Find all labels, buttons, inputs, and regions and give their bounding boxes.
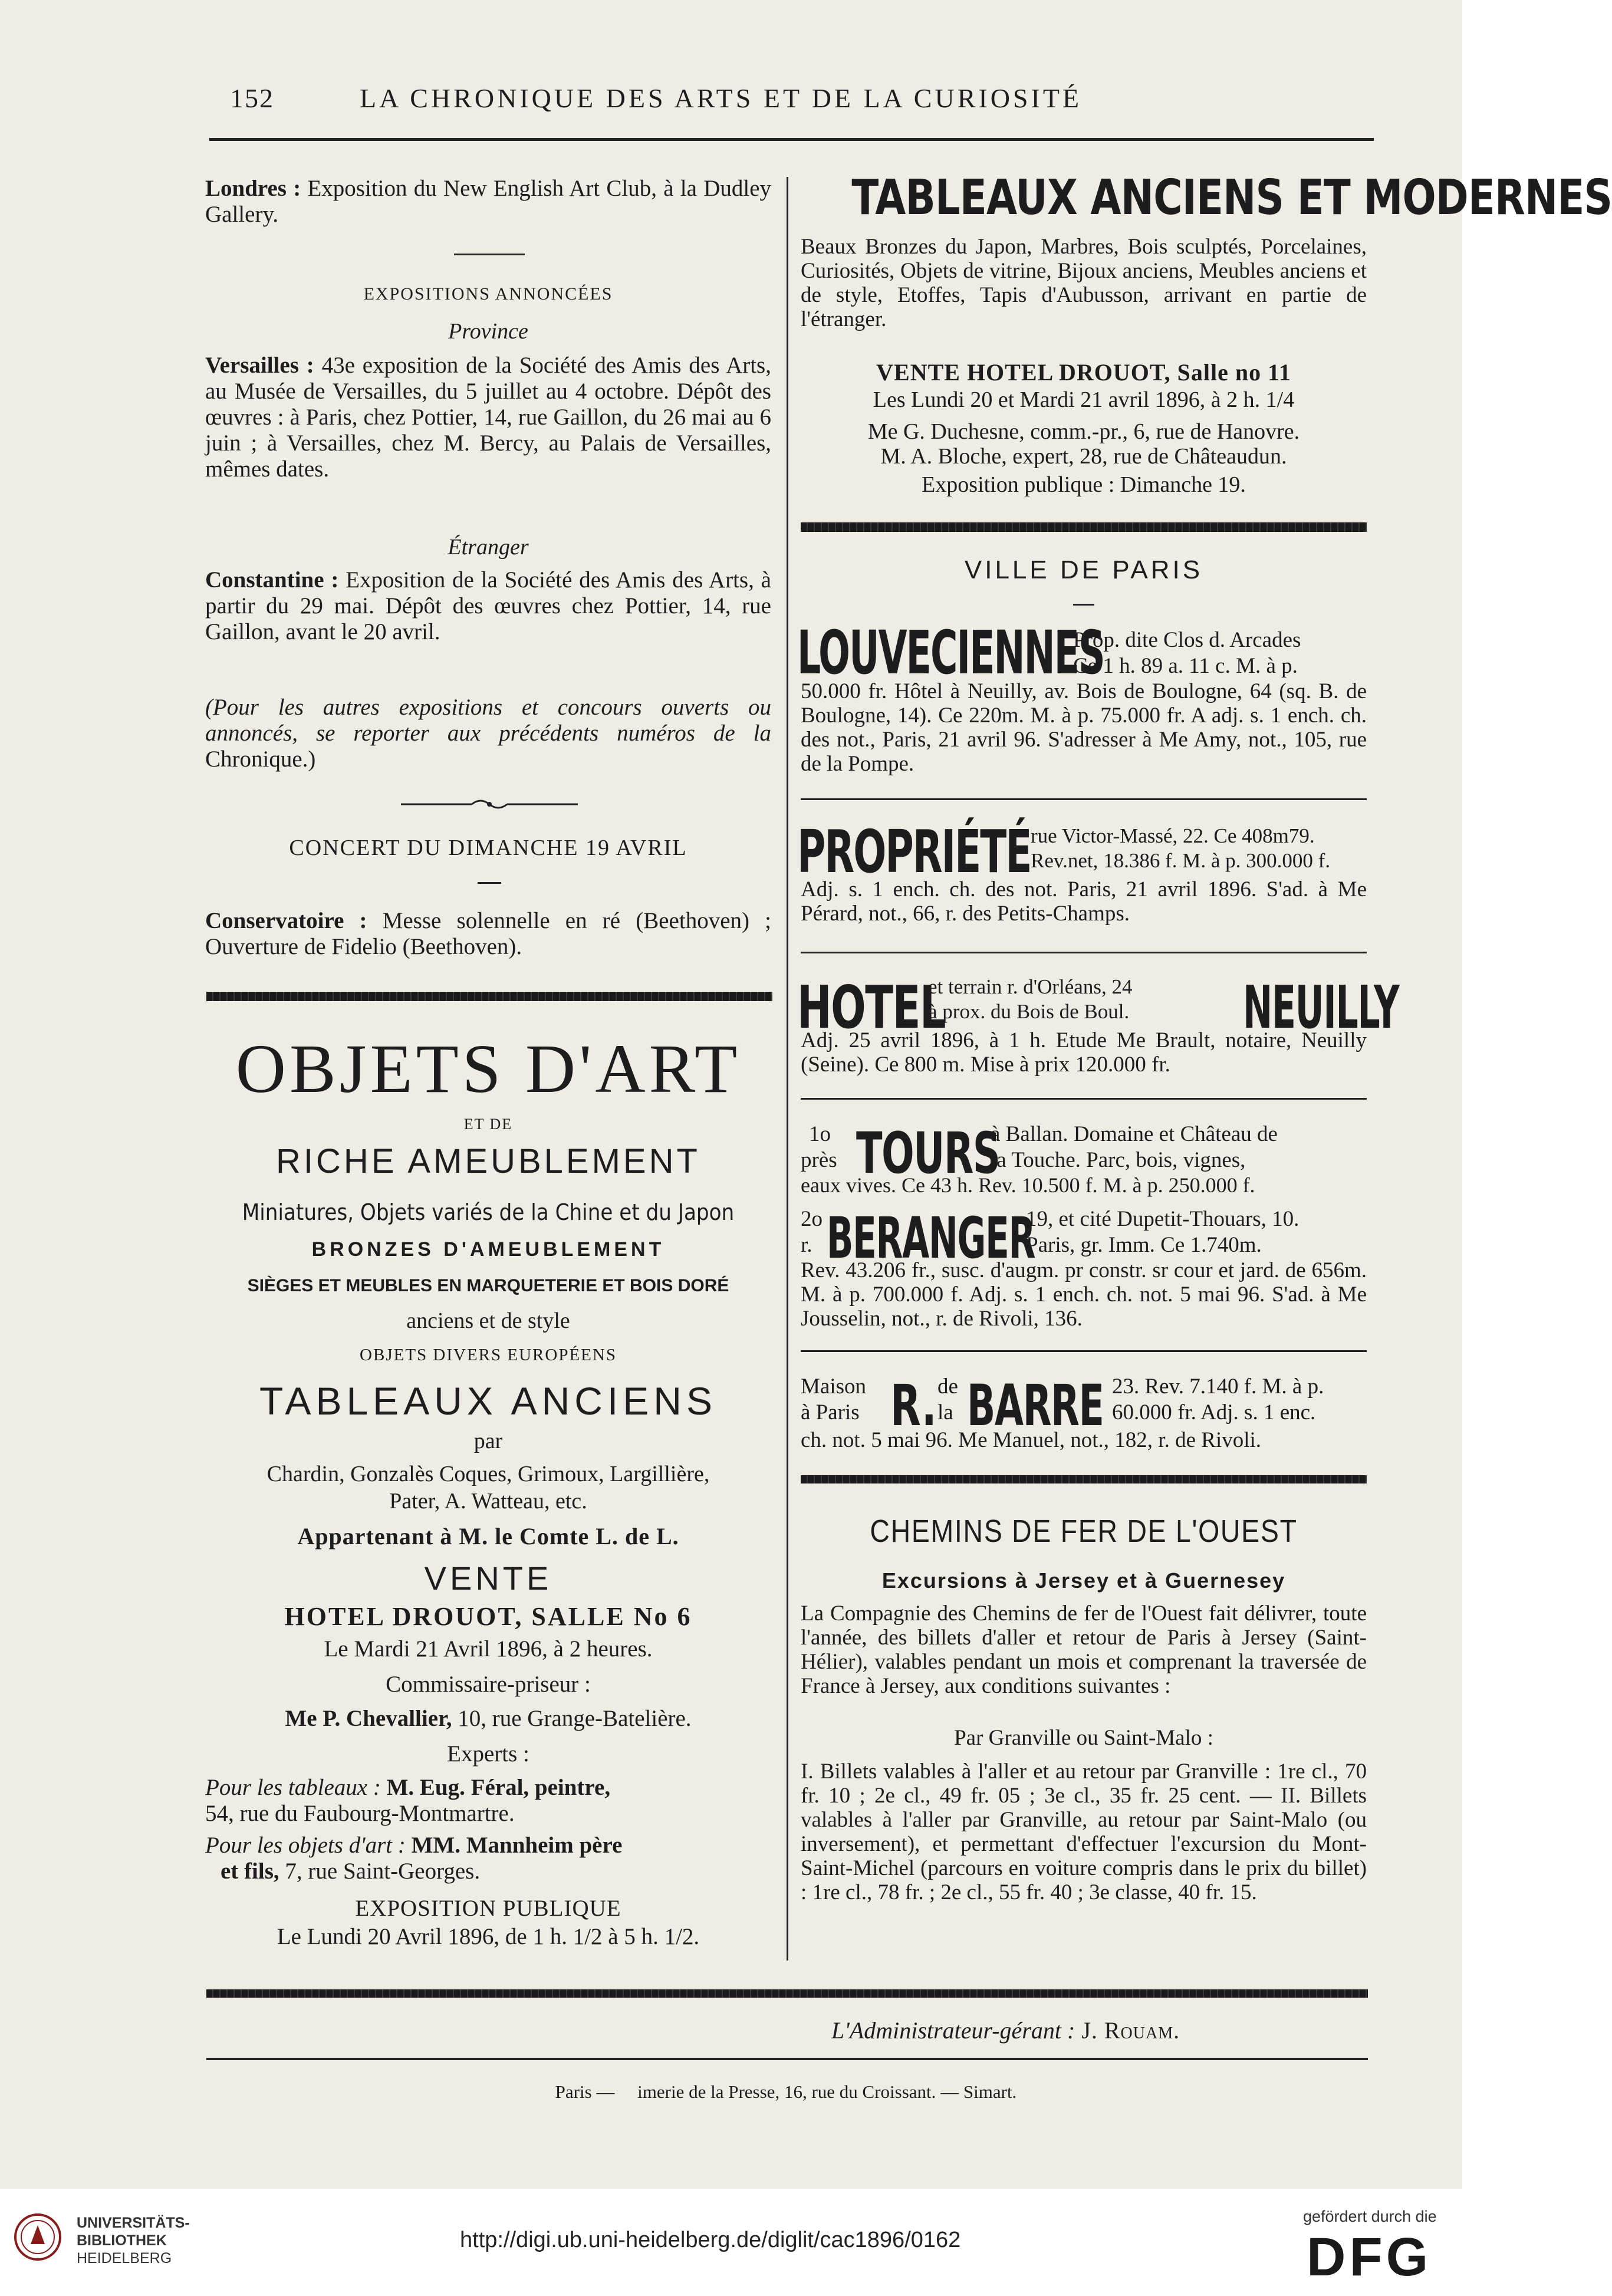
chemins-subtitle: Excursions à Jersey et à Guernesey	[881, 1568, 1286, 1593]
hotel-text: Adj. 25 avril 1896, à 1 h. Etude Me Brault, notaire, Neuilly (Seine). Ce 800 m. Mise à prix 120.000 fr.	[801, 1028, 1367, 1077]
rule-louveciennes	[801, 798, 1367, 800]
chevallier-name: Me P. Chevallier,	[285, 1706, 452, 1731]
constantine-entry	[205, 567, 771, 645]
exp1-address: 54, rue du Faubourg-Montmartre.	[205, 1801, 515, 1826]
header-rule	[209, 138, 1374, 141]
versailles-lead: Versailles :	[205, 353, 314, 378]
imprint-line: Paris — imerie de la Presse, 16, rue du Croissant. — Simart.	[555, 2081, 1017, 2102]
versailles-text: 43e exposition de la Société des Amis des Arts, au Musée de Versailles, du 5 juillet au 4 octobre. Dépôt des œuvres : à Paris, chez Pottier, 14, rue Gaillon, du 26 mai au 6 juin ; à Versailles, chez M. Bercy, au Palais de Versailles, mêmes dates.	[205, 353, 771, 482]
beranger-text: Rev. 43.206 fr., susc. d'augm. pr constr. sr cour et jard. de 656m. M. à p. 700.000 f. Adj. s. 1 ench. ch. not. 5 mai 96. S'ad. à Me Jousselin, not., r. de Rivoli, 136.	[801, 1258, 1367, 1331]
propriete-line2: Rev.net, 18.386 f. M. à p. 300.000 f.	[1031, 849, 1331, 872]
note-text: (Pour les autres expositions et concours ouverts ou annoncés, se reporter aux précédents numéros de la	[205, 695, 771, 746]
barre-text: ch. not. 5 mai 96. Me Manuel, not., 182, r. de Rivoli.	[801, 1428, 1262, 1452]
expos-annoncees-title: EXPOSITIONS ANNONCÉES	[363, 284, 613, 304]
beranger-line2: Paris, gr. Imm. Ce 1.740m.	[1026, 1233, 1262, 1257]
barre-name: BARRE	[967, 1373, 1104, 1439]
conservatoire-lead: Conservatoire :	[205, 908, 367, 933]
ad-tableaux-anciens: TABLEAUX ANCIENS	[259, 1379, 717, 1423]
tableaux-description: Beaux Bronzes du Japon, Marbres, Bois sculptés, Porcelaines, Curiosités, Objets de vitrine, Bijoux anciens, Meubles anciens et de style, Etoffes, Tapis d'Aubusson, arrivant en partie de l'étranger.	[801, 235, 1367, 331]
hotel-name: HOTEL	[797, 973, 946, 1042]
tours-line1: à Ballan. Domaine et Château de	[991, 1122, 1278, 1146]
ad-owner: Appartenant à M. le Comte L. de L.	[297, 1523, 679, 1550]
tableaux-bloche: M. A. Bloche, expert, 28, rue de Châteaudun.	[880, 444, 1287, 469]
note-end: Chronique.)	[205, 746, 316, 772]
gefoerdert-text: gefördert durch die	[1303, 2208, 1437, 2225]
page-number: 152	[230, 83, 274, 113]
ad-experts: Experts :	[447, 1741, 529, 1767]
ad-expert-tableaux	[205, 1775, 771, 1827]
etranger-heading: Étranger	[448, 535, 529, 560]
ad-anciens: anciens et de style	[406, 1308, 570, 1333]
digitization-footer	[0, 2189, 1462, 2296]
conservatoire-entry	[205, 908, 771, 960]
tours-line2: la Touche. Parc, bois, vignes,	[991, 1148, 1246, 1172]
conservatoire-text: Messe solennelle en ré (Beethoven) ; Ouverture de Fidelio (Beethoven).	[205, 908, 771, 959]
university-seal-icon	[13, 2212, 62, 2262]
barre-la: la	[937, 1400, 953, 1425]
tours-prefix: 1o	[809, 1122, 831, 1146]
running-title: LA CHRONIQUE DES ARTS ET DE LA CURIOSITÉ	[360, 83, 1083, 113]
exp2-label: Pour les objets d'art :	[205, 1833, 406, 1858]
constantine-lead: Constantine :	[205, 567, 339, 593]
ville-de-paris-title: VILLE DE PARIS	[964, 555, 1203, 584]
ornament-divider	[401, 797, 578, 811]
ad-bronzes: BRONZES D'AMEUBLEMENT	[311, 1238, 665, 1261]
londres-text: Exposition du New English Art Club, à la Dudley Gallery.	[205, 176, 771, 227]
propriete-line1: rue Victor-Massé, 22. Ce 408m79.	[1031, 824, 1315, 847]
louveciennes-line2: Ce 1 h. 89 a. 11 c. M. à p.	[1073, 654, 1298, 678]
hotel-line2: à prox. du Bois de Boul.	[928, 1000, 1130, 1023]
louveciennes-line1: Prop. dite Clos d. Arcades	[1073, 628, 1301, 652]
administrateur-line	[831, 2017, 1180, 2044]
beranger-name: BERANGER	[827, 1205, 1035, 1271]
imprint-rule	[206, 2058, 1368, 2060]
ad-riche-ameublement: RICHE AMEUBLEMENT	[276, 1142, 700, 1180]
exp1-label: Pour les tableaux :	[205, 1775, 381, 1800]
tableaux-modernes-title: TABLEAUX ANCIENS ET MODERNES	[851, 170, 1612, 226]
tours-prefix2: près	[801, 1148, 837, 1172]
barre-a-paris: à Paris	[801, 1400, 860, 1425]
ad-sieges: SIÈGES ET MEUBLES EN MARQUETERIE ET BOIS DORÉ	[247, 1276, 729, 1295]
ad-hotel-drouot: HOTEL DROUOT, SALLE No 6	[284, 1602, 692, 1631]
chemins-granville: Par Granville ou Saint-Malo :	[954, 1726, 1213, 1750]
ad-painters-line2: Pater, A. Watteau, etc.	[389, 1489, 587, 1514]
administrateur-name: J. Rouam.	[1075, 2017, 1180, 2044]
short-dash	[478, 882, 501, 884]
section-thick-rule-right-2	[801, 1475, 1367, 1483]
ad-miniatures: Miniatures, Objets variés de la Chine et du Japon	[242, 1199, 735, 1225]
ub-logo-text-2: BIBLIOTHEK	[77, 2232, 167, 2249]
ad-objets-divers: OBJETS DIVERS EUROPÉENS	[360, 1346, 617, 1364]
ad-chevallier	[205, 1705, 771, 1732]
ad-expo-publique: EXPOSITION PUBLIQUE	[355, 1896, 621, 1921]
ad-painters-line1: Chardin, Gonzalès Coques, Grimoux, Largillière,	[267, 1462, 710, 1486]
exp2-name2: et fils,	[221, 1858, 279, 1884]
tableaux-duchesne: Me G. Duchesne, comm.-pr., 6, rue de Hanovre.	[867, 419, 1300, 444]
ub-logo-text-1: UNIVERSITÄTS-	[77, 2215, 190, 2231]
ville-dash	[1073, 604, 1094, 606]
neuilly-name: NEUILLY	[1243, 973, 1399, 1042]
tableaux-date: Les Lundi 20 et Mardi 21 avril 1896, à 2 h. 1/4	[873, 387, 1295, 412]
barre-de: de	[937, 1374, 958, 1399]
chevallier-address: 10, rue Grange-Batelière.	[452, 1706, 692, 1731]
londres-entry	[205, 176, 771, 228]
rule-hotel	[801, 1098, 1367, 1100]
versailles-entry	[205, 353, 771, 482]
section-thick-rule-left	[206, 992, 772, 1001]
short-rule	[454, 254, 525, 255]
barre-line1: 23. Rev. 7.140 f. M. à p.	[1112, 1374, 1324, 1399]
ad-vente: VENTE	[424, 1560, 552, 1597]
exp2-name: MM. Mannheim père	[405, 1833, 623, 1858]
chemins-billets: I. Billets valables à l'aller et au retour par Granville : 1re cl., 70 fr. 10 ; 2e cl., 49 fr. 05 ; 3e cl., 35 fr. 25 cent. — II. Billets valables à l'aller par Granville, au retour par Saint-Malo (ou inversement), et permettant d'effectuer l'excursion du Mont-Saint-Michel (parcours en voiture compris dans le prix du billet) : 1re cl., 78 fr. ; 2e cl., 55 fr. 40 ; 3e classe, 40 fr. 15.	[801, 1759, 1367, 1904]
rule-propriete	[801, 952, 1367, 953]
other-expos-note	[205, 695, 771, 772]
ad-par: par	[473, 1429, 503, 1453]
louveciennes-name: LOUVECIENNES	[797, 618, 1104, 688]
column-divider	[787, 177, 788, 1961]
beranger-line1: 19, et cité Dupetit-Thouars, 10.	[1026, 1207, 1300, 1231]
ad-expert-objets	[205, 1833, 771, 1884]
ad-et-de: ET DE	[463, 1116, 513, 1133]
ad-commissaire: Commissaire-priseur :	[386, 1672, 591, 1697]
ad-expo-date: Le Lundi 20 Avril 1896, de 1 h. 1/2 à 5 h. 1/2.	[277, 1924, 700, 1949]
tableaux-vente: VENTE HOTEL DROUOT, Salle no 11	[876, 359, 1291, 386]
ad-objets-dart-title: OBJETS D'ART	[235, 1030, 741, 1107]
barre-initial: R.	[890, 1373, 937, 1439]
propriete-text: Adj. s. 1 ench. ch. des not. Paris, 21 avril 1896. S'ad. à Me Pérard, not., 66, r. des Petits-Champs.	[801, 877, 1367, 926]
hotel-line1: et terrain r. d'Orléans, 24	[928, 975, 1133, 998]
tours-text: eaux vives. Ce 43 h. Rev. 10.500 f. M. à p. 250.000 f.	[801, 1173, 1255, 1197]
londres-lead: Londres :	[205, 176, 301, 201]
chemins-text: La Compagnie des Chemins de fer de l'Ouest fait délivrer, toute l'année, des billets d'aller et retour de Paris à Jersey (Saint-Hélier), valables pendant un mois et comprenant la traversée de France à Jersey, aux conditions suivantes :	[801, 1601, 1367, 1698]
barre-line2: 60.000 fr. Adj. s. 1 enc.	[1112, 1400, 1316, 1425]
administrateur-label: L'Administrateur-gérant :	[831, 2017, 1075, 2044]
propriete-name: PROPRIÉTÉ	[797, 817, 1031, 886]
ub-logo-text-3: HEIDELBERG	[77, 2250, 172, 2267]
digi-url-link[interactable]: http://digi.ub.uni-heidelberg.de/diglit/cac1896/0162	[460, 2228, 961, 2252]
louveciennes-text: 50.000 fr. Hôtel à Neuilly, av. Bois de Boulogne, 64 (sq. B. de Boulogne, 14). Ce 220m. M. à p. 75.000 fr. A adj. s. 1 ench. ch. des not., Paris, 21 avril 96. S'adresser à Me Amy, not., 105, rue de la Pompe.	[801, 679, 1367, 776]
bottom-thick-rule	[206, 1989, 1368, 1998]
rule-beranger	[801, 1350, 1367, 1352]
beranger-prefix: 2o	[801, 1207, 823, 1231]
exp2-address: 7, rue Saint-Georges.	[279, 1858, 481, 1884]
beranger-prefix2: r.	[801, 1233, 812, 1257]
tableaux-exposition: Exposition publique : Dimanche 19.	[922, 472, 1246, 497]
constantine-text: Exposition de la Société des Amis des Arts, à partir du 29 mai. Dépôt des œuvres chez Pottier, 14, rue Gaillon, avant le 20 avril.	[205, 567, 771, 644]
dfg-logo: DFG	[1307, 2227, 1432, 2287]
concert-title: CONCERT DU DIMANCHE 19 AVRIL	[289, 835, 687, 860]
ad-sale-date: Le Mardi 21 Avril 1896, à 2 heures.	[324, 1636, 653, 1662]
section-thick-rule-right-1	[801, 522, 1367, 532]
tours-name: TOURS	[856, 1120, 1000, 1186]
barre-maison: Maison	[801, 1374, 866, 1399]
province-heading: Province	[448, 319, 528, 344]
chemins-title: CHEMINS DE FER DE L'OUEST	[870, 1514, 1298, 1549]
exp1-name: M. Eug. Féral, peintre,	[380, 1775, 611, 1800]
